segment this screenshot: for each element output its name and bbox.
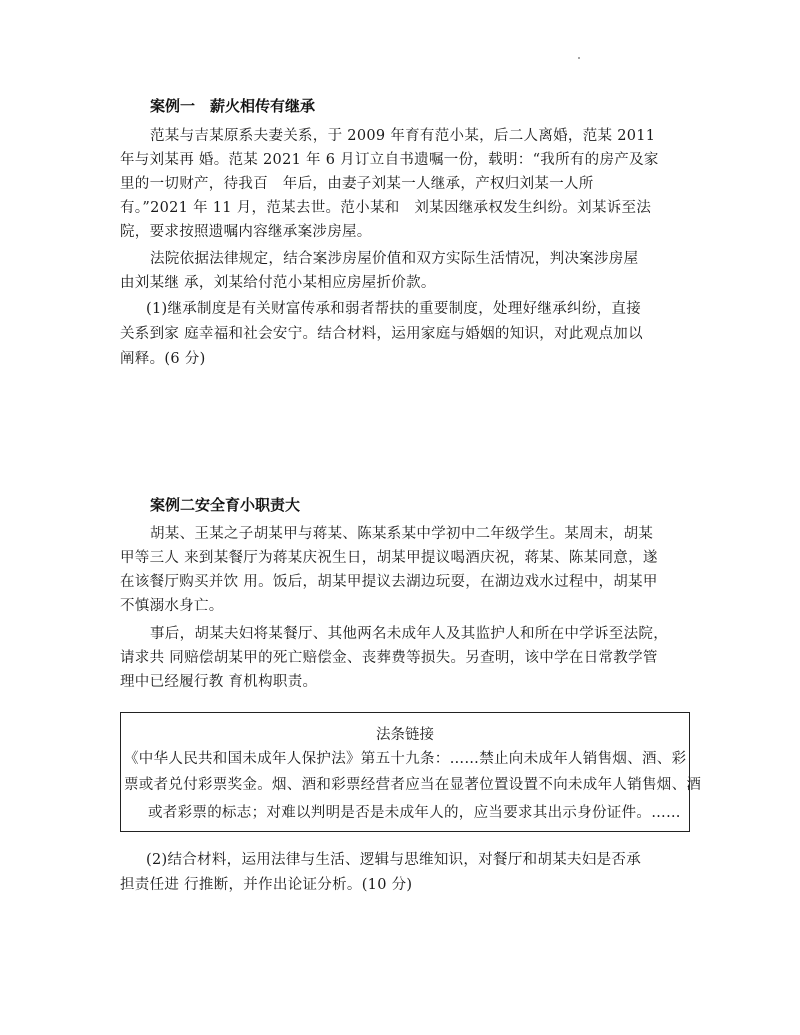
question1-line1: (1)继承制度是有关财富传承和弱者帮扶的重要制度，处理好继承纠纷，直接 [146,301,642,317]
case2-para1-line3: 在该餐厅购买并饮 用。饭后，胡某甲提议去湖边玩耍，在湖边戏水过程中，胡某甲 [120,574,658,590]
law-box-title: 法条链接 [376,727,434,743]
question2-line1: (2)结合材料，运用法律与生活、逻辑与思维知识，对餐厅和胡某夫妇是否承 [146,852,642,868]
stray-dot [578,57,580,59]
case2-para1-line2: 甲等三人 来到某餐厅为蒋某庆祝生日，胡某甲提议喝酒庆祝，蒋某、陈某同意，遂 [120,550,658,566]
question2-line2: 担责任进 行推断，并作出论证分析。(10 分) [120,877,413,893]
case1-para1-line1: 范某与吉某原系夫妻关系，于 2009 年育有范小某，后二人离婚，范某 2011 [150,128,656,144]
case2-para2-line3: 理中已经履行教 育机构职责。 [120,674,318,690]
case2-para2-line1: 事后，胡某夫妇将某餐厅、其他两名未成年人及其监护人和所在中学诉至法院， [150,626,668,642]
case2-title: 案例二安全育小职责大 [150,496,301,514]
case2-para1-line1: 胡某、王某之子胡某甲与蒋某、陈某系某中学初中二年级学生。某周末，胡某 [150,526,654,542]
law-box-line1: 《中华人民共和国未成年人保护法》第五十九条：……禁止向未成年人销售烟、酒、彩 [124,751,687,767]
question1-line2: 关系到家 庭幸福和社会安宁。结合材料，运用家庭与婚姻的知识，对此观点加以 [120,326,643,342]
case1-para1-line2: 年与刘某再 婚。范某 2021 年 6 月订立自书遗嘱一份，载明：“我所有的房产及家 [120,152,659,168]
case2-para2-line2: 请求共 同赔偿胡某甲的死亡赔偿金、丧葬费等损失。另查明，该中学在日常教学管 [120,650,658,666]
case1-para1-line5: 院，要求按照遗嘱内容继承案涉房屋。 [120,224,372,240]
law-box-line2: 票或者兑付彩票奖金。烟、酒和彩票经营者应当在显著位置设置不向未成年人销售烟、酒 [124,777,702,793]
case1-title: 案例一 薪火相传有继承 [150,97,316,115]
case1-para1-line3: 里的一切财产，待我百 年后，由妻子刘某一人继承，产权归刘某一人所 [120,176,594,192]
case1-para2-line1: 法院依据法律规定，结合案涉房屋价值和双方实际生活情况，判决案涉房屋 [150,251,639,267]
law-box-line3: 或者彩票的标志；对难以判明是否是未成年人的，应当要求其出示身份证件。…… [148,805,681,821]
case2-para1-line4: 不慎溺水身亡。 [120,598,224,614]
case1-para2-line2: 由刘某继 承，刘某给付范小某相应房屋折价款。 [120,275,436,291]
case1-para1-line4: 有。”2021 年 11 月，范某去世。范小某和 刘某因继承权发生纠纷。刘某诉至法 [120,200,652,216]
question1-line3: 阐释。(6 分) [120,351,206,367]
